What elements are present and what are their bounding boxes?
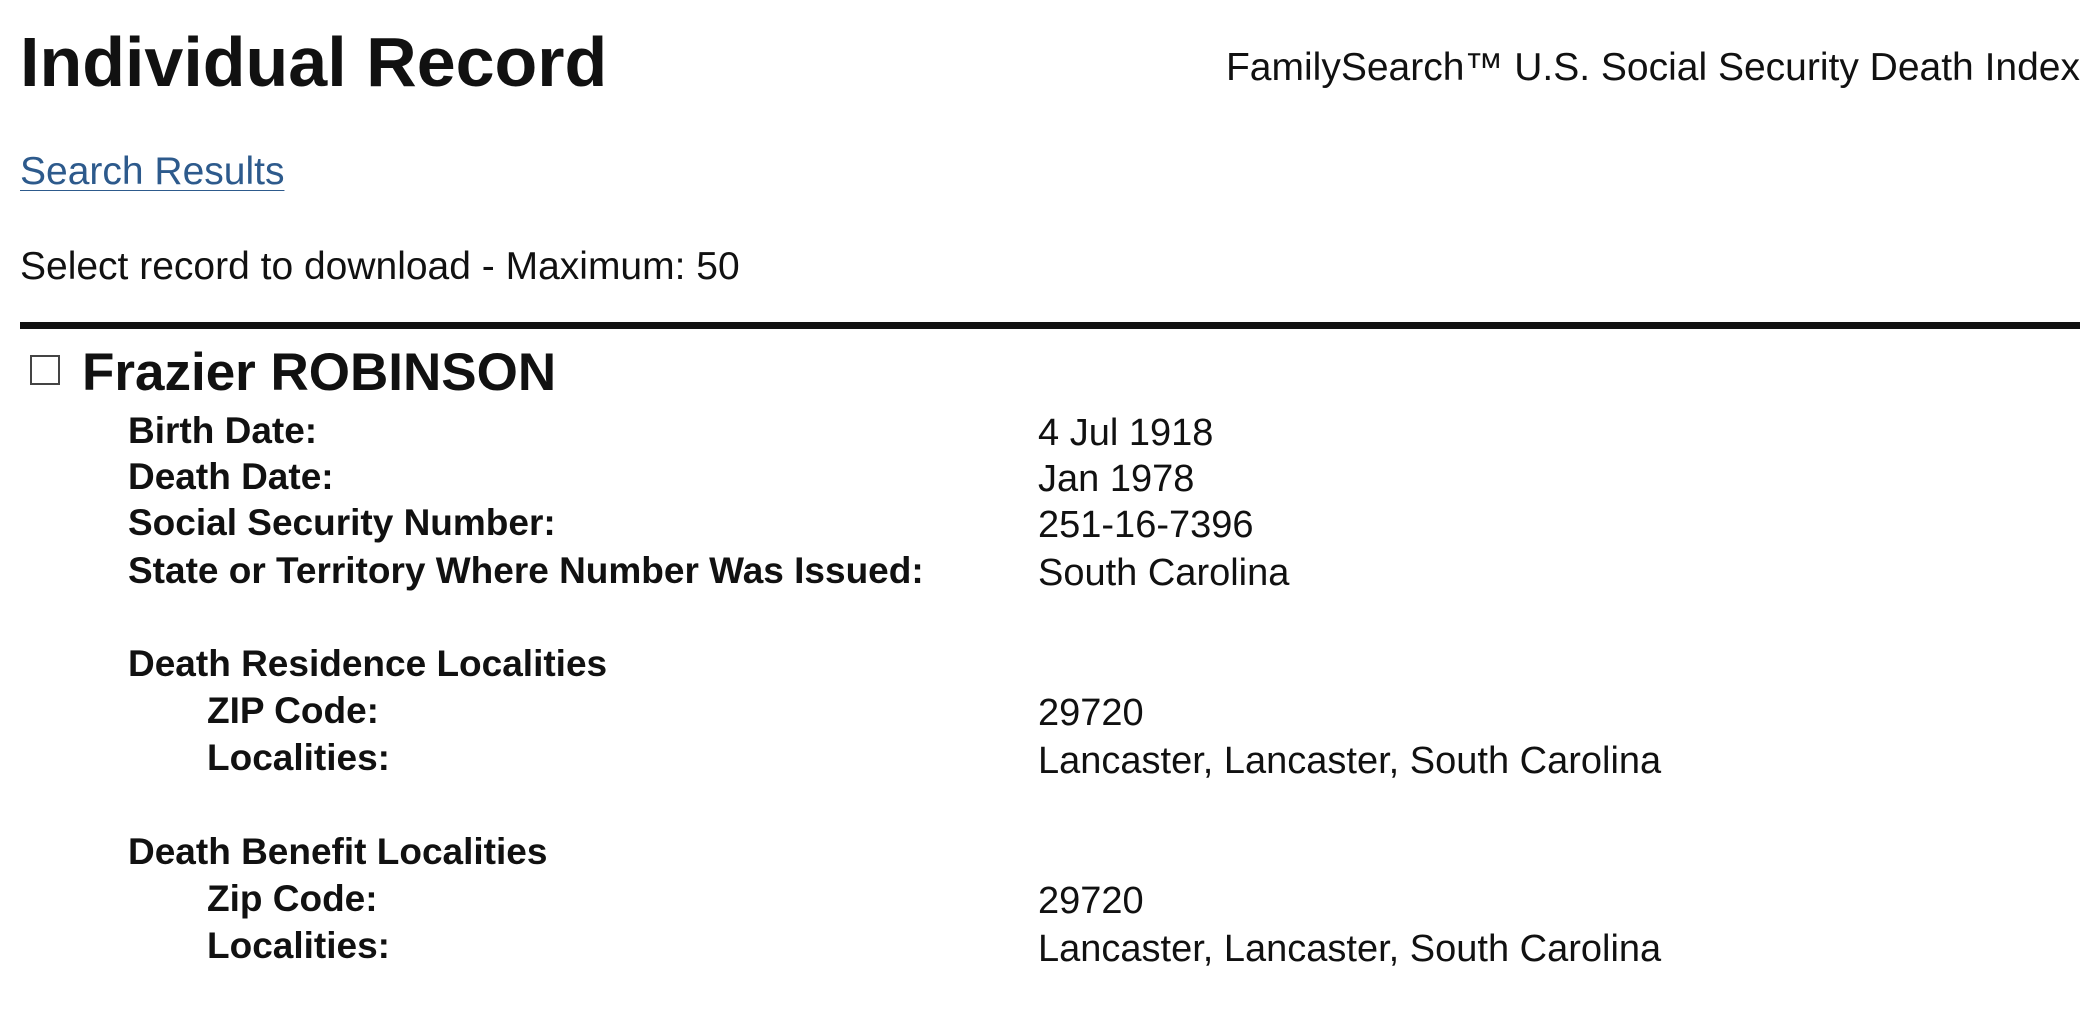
death-benefit-heading: Death Benefit Localities [128,831,548,872]
download-instructions: Select record to download - Maximum: 50 [20,245,740,288]
ssn-label: Social Security Number: [128,502,556,543]
search-results-link[interactable]: Search Results [20,150,285,193]
death-benefit-localities-value: Lancaster, Lancaster, South Carolina [1038,928,1662,970]
record-name: Frazier ROBINSON [82,343,557,402]
death-benefit-zip-value: 29720 [1038,880,1144,922]
death-residence-localities-label: Localities: [207,737,390,778]
death-benefit-localities-label: Localities: [207,925,390,966]
birth-date-label: Birth Date: [128,410,318,451]
death-date-label: Death Date: [128,456,334,497]
issuing-state-value: South Carolina [1038,552,1290,594]
death-benefit-zip-label: Zip Code: [207,878,378,919]
record-select-checkbox[interactable] [30,355,60,385]
divider [20,322,2080,329]
death-residence-zip-label: ZIP Code: [207,690,379,731]
birth-date-value: 4 Jul 1918 [1038,412,1214,454]
collection-name: FamilySearch™ U.S. Social Security Death Index [1225,46,2080,89]
death-residence-zip-value: 29720 [1038,692,1144,734]
death-residence-heading: Death Residence Localities [128,643,608,684]
issuing-state-label: State or Territory Where Number Was Issued: [128,550,924,591]
page-title: Individual Record [20,23,608,101]
ssn-value: 251-16-7396 [1038,504,1254,546]
death-date-value: Jan 1978 [1038,458,1195,500]
death-residence-localities-value: Lancaster, Lancaster, South Carolina [1038,740,1662,782]
